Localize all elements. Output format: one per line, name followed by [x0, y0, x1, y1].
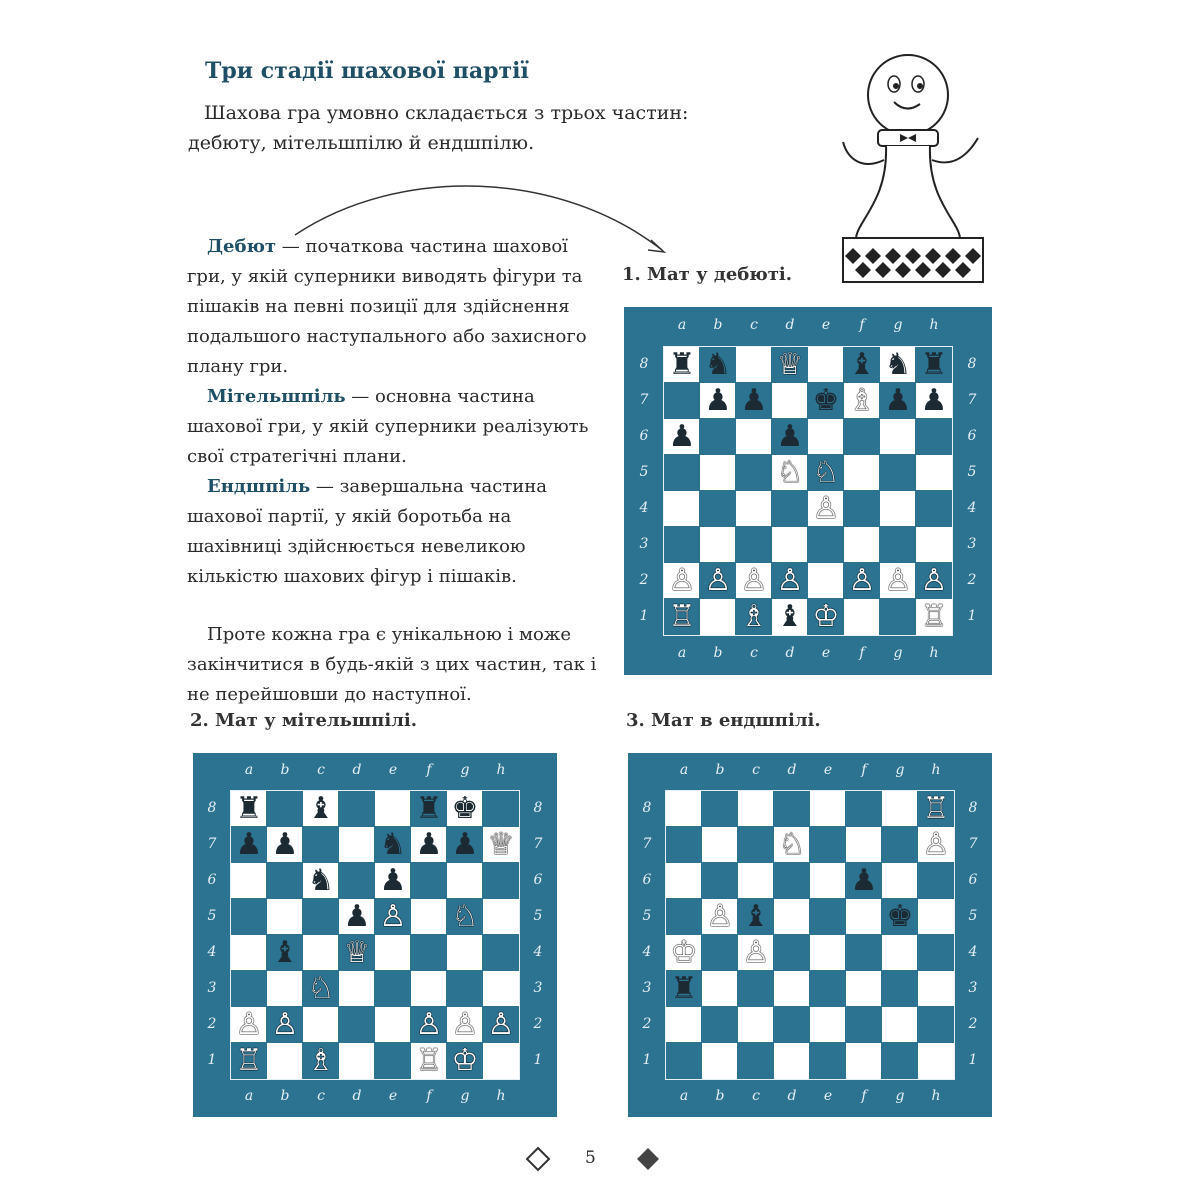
caption-board-3: 3. Мат в ендшпілі.	[626, 710, 821, 731]
black-bishop-icon: ♝	[271, 935, 299, 970]
rank-label-7: 7	[639, 392, 649, 408]
file-label-d: d	[787, 1088, 797, 1104]
black-knight-icon: ♞	[379, 827, 407, 862]
file-label-h: h	[929, 317, 939, 333]
white-king-icon: ♔	[451, 1043, 479, 1078]
black-pawn-icon: ♟	[920, 383, 948, 418]
rank-label-7: 7	[968, 836, 978, 852]
black-pawn-icon: ♟	[271, 827, 299, 862]
file-label-a: a	[679, 762, 689, 778]
file-label-h: h	[496, 762, 506, 778]
rank-label-8: 8	[642, 800, 652, 816]
rank-label-5: 5	[968, 908, 978, 924]
rank-label-2: 2	[967, 572, 977, 588]
rank-label-6: 6	[639, 428, 649, 444]
white-queen-icon: ♕	[487, 827, 515, 862]
rank-label-6: 6	[642, 872, 652, 888]
rank-label-8: 8	[639, 356, 649, 372]
closing-paragraph: Проте кожна гра є унікальною і може закінчитися в будь-якій з цих частин, так і не перейшовши до наступної.	[187, 624, 597, 705]
end-definition	[187, 472, 607, 592]
white-knight-icon: ♘	[778, 827, 806, 862]
black-bishop-icon: ♝	[307, 791, 335, 826]
mittel-text: — основна частина шахової гри, у якій суперники реалізують свої стратегічні плани.	[187, 386, 589, 467]
black-bishop-icon: ♝	[742, 899, 770, 934]
white-rook-icon: ♖	[922, 791, 950, 826]
rank-label-2: 2	[207, 1016, 217, 1032]
file-label-c: c	[317, 1088, 325, 1104]
rank-label-4: 4	[207, 944, 217, 960]
white-pawn-icon: ♙	[812, 491, 840, 526]
rank-label-3: 3	[967, 536, 977, 552]
black-pawn-icon: ♟	[704, 383, 732, 418]
white-pawn-icon: ♙	[776, 563, 804, 598]
debut-term: Дебют	[207, 236, 277, 257]
black-pawn-icon: ♟	[740, 383, 768, 418]
file-label-b: b	[713, 317, 723, 333]
white-king-icon: ♔	[812, 599, 840, 634]
intro-line-1: Шахова гра умовно складається з трьох частин:	[204, 102, 689, 124]
file-label-e: e	[388, 1088, 398, 1104]
file-label-g: g	[460, 1088, 470, 1104]
rank-label-6: 6	[967, 428, 977, 444]
white-rook-icon: ♖	[920, 599, 948, 634]
file-label-g: g	[893, 645, 903, 661]
white-pawn-icon: ♙	[884, 563, 912, 598]
rank-label-4: 4	[533, 944, 543, 960]
black-bishop-icon: ♝	[776, 599, 804, 634]
file-label-g: g	[893, 317, 903, 333]
file-label-c: c	[750, 317, 758, 333]
rank-label-8: 8	[207, 800, 217, 816]
rank-label-7: 7	[967, 392, 977, 408]
rank-label-7: 7	[207, 836, 217, 852]
rank-label-6: 6	[533, 872, 543, 888]
white-pawn-icon: ♙	[451, 1007, 479, 1042]
file-label-b: b	[715, 762, 725, 778]
rank-label-3: 3	[207, 980, 217, 996]
file-label-f: f	[861, 762, 867, 778]
black-knight-icon: ♞	[884, 347, 912, 382]
rank-label-3: 3	[533, 980, 543, 996]
rank-label-6: 6	[207, 872, 217, 888]
black-knight-icon: ♞	[307, 863, 335, 898]
file-label-h: h	[931, 762, 941, 778]
black-pawn-icon: ♟	[235, 827, 263, 862]
rank-label-1: 1	[642, 1052, 652, 1068]
file-label-a: a	[677, 645, 687, 661]
rank-label-5: 5	[207, 908, 217, 924]
board-frame	[665, 790, 955, 1080]
file-label-f: f	[859, 317, 865, 333]
white-pawn-icon: ♙	[740, 563, 768, 598]
file-label-b: b	[715, 1088, 725, 1104]
black-pawn-icon: ♟	[343, 899, 371, 934]
rank-label-4: 4	[968, 944, 978, 960]
rank-label-5: 5	[639, 464, 649, 480]
white-bishop-icon: ♗	[740, 599, 768, 634]
file-label-e: e	[823, 762, 833, 778]
chessboard-middlegame	[193, 753, 557, 1117]
page-title: Три стадії шахової партії	[205, 58, 529, 84]
rank-label-2: 2	[533, 1016, 543, 1032]
white-bishop-icon: ♗	[307, 1043, 335, 1078]
rank-label-7: 7	[533, 836, 543, 852]
file-label-h: h	[929, 645, 939, 661]
rank-label-2: 2	[642, 1016, 652, 1032]
file-label-b: b	[713, 645, 723, 661]
black-pawn-icon: ♟	[776, 419, 804, 454]
chessboard-endgame	[628, 753, 992, 1117]
black-rook-icon: ♜	[670, 971, 698, 1006]
black-rook-icon: ♜	[668, 347, 696, 382]
file-label-h: h	[496, 1088, 506, 1104]
rank-label-4: 4	[967, 500, 977, 516]
black-rook-icon: ♜	[920, 347, 948, 382]
file-label-b: b	[280, 762, 290, 778]
white-rook-icon: ♖	[668, 599, 696, 634]
rank-label-5: 5	[642, 908, 652, 924]
black-king-icon: ♚	[451, 791, 479, 826]
white-pawn-icon: ♙	[379, 899, 407, 934]
white-pawn-icon: ♙	[235, 1007, 263, 1042]
black-rook-icon: ♜	[415, 791, 443, 826]
file-label-f: f	[861, 1088, 867, 1104]
debut-text: — початкова частина шахової гри, у якій суперники виводять фігури та пішаків на певні позиції для здійснення подальшого наступального або захисного плану гри.	[187, 236, 587, 377]
rank-label-1: 1	[533, 1052, 543, 1068]
white-pawn-icon: ♙	[668, 563, 696, 598]
caption-board-1: 1. Мат у дебюті.	[622, 264, 793, 285]
rank-label-1: 1	[968, 1052, 978, 1068]
rank-label-1: 1	[207, 1052, 217, 1068]
mittel-definition	[187, 382, 607, 472]
file-label-d: d	[785, 645, 795, 661]
file-label-a: a	[679, 1088, 689, 1104]
white-queen-icon: ♕	[343, 935, 371, 970]
rank-label-2: 2	[968, 1016, 978, 1032]
white-pawn-icon: ♙	[848, 563, 876, 598]
intro-paragraph	[188, 98, 768, 158]
file-label-d: d	[352, 762, 362, 778]
black-king-icon: ♚	[886, 899, 914, 934]
diamond-filled-icon	[635, 1146, 661, 1172]
definitions-column	[187, 232, 607, 710]
pawn-mascot-icon	[828, 50, 998, 290]
black-pawn-icon: ♟	[451, 827, 479, 862]
rank-label-5: 5	[967, 464, 977, 480]
file-label-e: e	[823, 1088, 833, 1104]
file-label-c: c	[752, 762, 760, 778]
rank-label-2: 2	[639, 572, 649, 588]
file-label-f: f	[426, 1088, 432, 1104]
chessboard-debut	[624, 307, 992, 675]
white-pawn-icon: ♙	[922, 827, 950, 862]
caption-board-2: 2. Мат у мітельшпілі.	[190, 710, 417, 731]
rank-label-4: 4	[642, 944, 652, 960]
white-king-icon: ♔	[670, 935, 698, 970]
end-text: — завершальна частина шахової партії, у якій боротьба на шахівниці здійснюється невеликою кількістю шахових фігур і пішаків.	[187, 476, 548, 587]
black-pawn-icon: ♟	[884, 383, 912, 418]
rank-label-8: 8	[967, 356, 977, 372]
file-label-c: c	[317, 762, 325, 778]
file-label-g: g	[895, 1088, 905, 1104]
file-label-h: h	[931, 1088, 941, 1104]
file-label-e: e	[821, 317, 831, 333]
file-label-c: c	[750, 645, 758, 661]
file-label-e: e	[821, 645, 831, 661]
black-pawn-icon: ♟	[850, 863, 878, 898]
white-pawn-icon: ♙	[271, 1007, 299, 1042]
file-label-f: f	[859, 645, 865, 661]
file-label-a: a	[244, 1088, 254, 1104]
rank-label-7: 7	[642, 836, 652, 852]
file-label-g: g	[895, 762, 905, 778]
white-pawn-icon: ♙	[706, 899, 734, 934]
file-label-g: g	[460, 762, 470, 778]
white-pawn-icon: ♙	[920, 563, 948, 598]
rank-label-5: 5	[533, 908, 543, 924]
rank-label-1: 1	[639, 608, 649, 624]
diamond-outline-icon	[525, 1146, 551, 1172]
file-label-d: d	[352, 1088, 362, 1104]
white-pawn-icon: ♙	[704, 563, 732, 598]
white-queen-icon: ♕	[776, 347, 804, 382]
file-label-a: a	[677, 317, 687, 333]
file-label-d: d	[785, 317, 795, 333]
black-knight-icon: ♞	[704, 347, 732, 382]
rank-label-3: 3	[639, 536, 649, 552]
rank-label-3: 3	[968, 980, 978, 996]
intro-line-2: дебюту, мітельшпілю й ендшпілю.	[188, 132, 535, 154]
white-rook-icon: ♖	[235, 1043, 263, 1078]
white-knight-icon: ♘	[451, 899, 479, 934]
debut-definition	[187, 232, 607, 382]
white-knight-icon: ♘	[812, 455, 840, 490]
white-bishop-icon: ♗	[848, 383, 876, 418]
end-term: Ендшпіль	[207, 476, 311, 497]
black-pawn-icon: ♟	[668, 419, 696, 454]
file-label-c: c	[752, 1088, 760, 1104]
rank-label-3: 3	[642, 980, 652, 996]
file-label-e: e	[388, 762, 398, 778]
file-label-a: a	[244, 762, 254, 778]
rank-label-8: 8	[533, 800, 543, 816]
white-pawn-icon: ♙	[415, 1007, 443, 1042]
rank-label-6: 6	[968, 872, 978, 888]
page-number: 5	[585, 1148, 596, 1168]
file-label-b: b	[280, 1088, 290, 1104]
black-pawn-icon: ♟	[415, 827, 443, 862]
rank-label-4: 4	[639, 500, 649, 516]
white-knight-icon: ♘	[776, 455, 804, 490]
file-label-d: d	[787, 762, 797, 778]
black-rook-icon: ♜	[235, 791, 263, 826]
file-label-f: f	[426, 762, 432, 778]
white-pawn-icon: ♙	[742, 935, 770, 970]
rank-label-8: 8	[968, 800, 978, 816]
white-pawn-icon: ♙	[487, 1007, 515, 1042]
black-bishop-icon: ♝	[848, 347, 876, 382]
mittel-term: Мітельшпіль	[207, 386, 346, 407]
black-pawn-icon: ♟	[379, 863, 407, 898]
black-king-icon: ♚	[812, 383, 840, 418]
rank-label-1: 1	[967, 608, 977, 624]
white-rook-icon: ♖	[415, 1043, 443, 1078]
white-knight-icon: ♘	[307, 971, 335, 1006]
